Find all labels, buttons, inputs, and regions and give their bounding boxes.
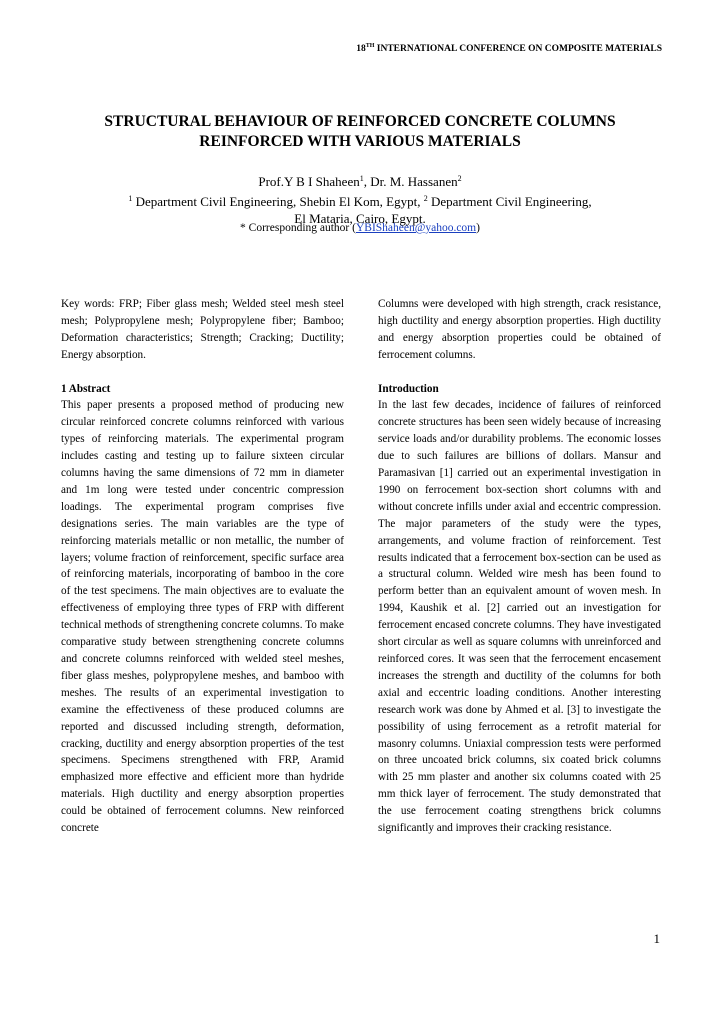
header-superscript: TH <box>365 43 375 49</box>
author-1: Prof.Y B I Shaheen <box>258 174 360 189</box>
author-2-sup: 2 <box>457 174 462 183</box>
header-number: 18 <box>356 44 366 54</box>
author-email-link[interactable]: YBIShaheen@yahoo.com <box>355 222 477 234</box>
corresponding-prefix: * Corresponding author ( <box>240 222 356 234</box>
keywords: Key words: FRP; Fiber glass mesh; Welded steel mesh steel mesh; Polypropylene mesh; Polypropylene fiber; Bamboo; Deformation characteristics; Strength; Cracking; Ductility; Energy absorption. <box>61 298 344 361</box>
author-block <box>30 170 690 227</box>
corresponding-author <box>30 222 690 234</box>
affiliation-2: Department Civil Engineering, <box>427 194 592 209</box>
affiliation-1: Department Civil Engineering, Shebin El Kom, Egypt, <box>132 194 424 209</box>
affiliation-2-continued: El Mataria, Cairo, Egypt. <box>294 211 426 226</box>
title-line-1: STRUCTURAL BEHAVIOUR OF REINFORCED CONCRETE COLUMNS <box>104 113 616 130</box>
affiliation-2-sup: 2 <box>423 194 428 203</box>
header-text: INTERNATIONAL CONFERENCE ON COMPOSITE MATERIALS <box>376 44 662 54</box>
abstract-text: This paper presents a proposed method of producing new circular reinforced concrete columns reinforced with various types of reinforcing materials. The experimental program includes casting and testing up to failure sixteen circular columns having the same dimensions of 72 mm in diameter and 1m long were tested under concentric compression loadings. The experimental program comprises five designations series. The main variables are the type of reinforcing materials metallic or non metallic, the number of layers; volume fraction of reinforcement, specific surface area of reinforcing materials, incorporating of bamboo in the core of the test specimens. The main objectives are to evaluate the effectiveness of employing three types of FRP with different technical methods of strengthening concrete columns. To make comparative study between strengthening concrete columns and concrete columns reinforced with welded steel meshes, fiber glass meshes, polypropylene meshes, and bamboo with meshes. The results of an experimental investigation to examine the effectiveness of these produced columns are reported and discussed including strength, deformation, cracking, ductility and energy absorption properties of the test specimens. Specimens strengthened with FRP, Aramid emphasized more effective and efficient more than hydride materials. High ductility and energy absorption properties could be obtained of ferrocement columns. New reinforced concrete <box>61 399 344 835</box>
abstract-continuation: Columns were developed with high strength, crack resistance, high ductility and energy absorption properties. High ductility and energy absorption properties could be obtained of ferrocement columns. <box>378 298 661 361</box>
affiliation-1-sup: 1 <box>128 194 133 203</box>
corresponding-suffix: ) <box>476 222 480 234</box>
title-line-2: REINFORCED WITH VARIOUS MATERIALS <box>199 133 521 150</box>
left-column <box>61 296 344 837</box>
introduction-text: In the last few decades, incidence of failures of reinforced concrete structures has been seen widely because of increasing service loads and/or durability problems. The economic losses due to such failures are billions of dollars. Mansur and Paramasivan [1] carried out an experimental investigation in 1990 on ferrocement box-section short columns with and without concrete infills under axial and eccentric compression. The major parameters of the study were the types, arrangements, and volume fraction of reinforcement. Test results indicated that a ferrocement box-section can be used as a structural column. Welded wire mesh has been found to perform better than an equivalent amount of woven mesh. In 1994, Kaushik et al. [2] carried out an investigation for ferrocement encased concrete columns. They have investigated short circular as well as square columns with unreinforced and reinforced cores. It was seen that the ferrocement encasement increases the strength and ductility of the columns for both axial and eccentric loading conditions. Another interesting research work was done by Ahmed et al. [3] to investigate the possibility of using ferrocement as a retrofit material for masonry columns. Uniaxial compression tests were performed on three uncoated brick columns, six coated brick columns with 25 mm plaster and another six columns coated with 25 mm thick layer of ferrocement. The study demonstrated that the use ferrocement coating strengthens brick columns significantly and improves their cracking resistance. <box>378 399 661 835</box>
running-header <box>0 43 662 54</box>
author-line <box>30 170 690 190</box>
paper-title <box>40 112 680 152</box>
affiliation-line <box>30 190 690 210</box>
author-1-sup: 1 <box>359 174 364 183</box>
page-number: 1 <box>653 931 660 946</box>
right-column <box>378 296 661 837</box>
introduction-heading: Introduction <box>378 382 439 395</box>
abstract-heading: 1 Abstract <box>61 382 111 395</box>
author-separator: , Dr. M. Hassanen <box>363 174 458 189</box>
